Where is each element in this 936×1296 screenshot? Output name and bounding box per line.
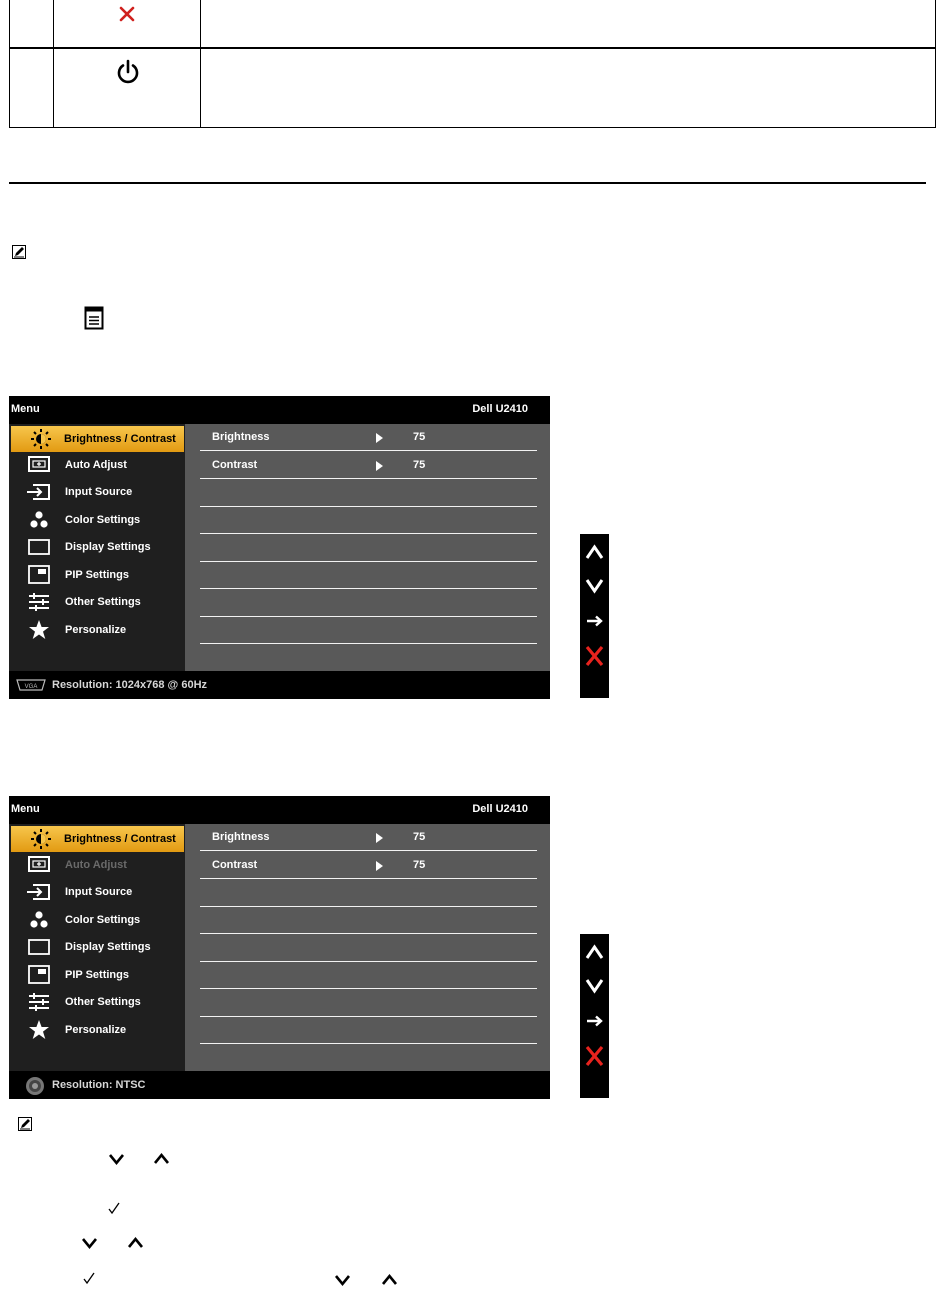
setting-label: Brightness — [212, 431, 270, 443]
setting-label: Brightness — [212, 831, 270, 843]
monitor-model: Dell U2410 — [472, 803, 528, 815]
menu-item-auto-adjust[interactable] — [9, 452, 185, 478]
video-signal-icon — [25, 1076, 45, 1096]
resolution-status: Resolution: NTSC — [52, 1079, 146, 1091]
power-icon — [115, 58, 141, 86]
menu-item-auto-adjust — [9, 852, 185, 878]
setting-row-empty — [200, 535, 537, 562]
menu-item-color-settings[interactable] — [9, 907, 185, 933]
osd-title: Menu — [11, 403, 40, 415]
menu-item-brightness-contrast[interactable] — [11, 426, 184, 452]
input-source-icon — [25, 481, 53, 503]
color-settings-icon — [25, 509, 53, 531]
menu-item-label: Brightness / Contrast — [64, 833, 176, 845]
osd-menu-vga — [9, 396, 550, 699]
setting-row-empty — [200, 1017, 537, 1044]
down-icon — [108, 1152, 125, 1166]
setting-label: Contrast — [212, 859, 258, 871]
brightness-icon — [27, 828, 55, 850]
osd-side-buttons — [580, 934, 609, 1098]
enter-icon[interactable] — [584, 1011, 605, 1031]
up-icon[interactable] — [584, 542, 605, 562]
menu-item-input-source[interactable] — [9, 479, 185, 505]
note-icon — [18, 1117, 32, 1131]
note-icon — [12, 245, 26, 259]
arrow-right-icon — [376, 461, 383, 471]
setting-value: 75 — [413, 459, 426, 471]
personalize-icon — [25, 1019, 53, 1041]
color-settings-icon — [25, 909, 53, 931]
brightness-icon — [27, 428, 55, 450]
input-source-icon — [25, 881, 53, 903]
setting-row-empty — [200, 962, 537, 989]
setting-label: Contrast — [212, 459, 258, 471]
exit-icon[interactable] — [584, 1044, 605, 1068]
menu-item-label: Personalize — [65, 1024, 127, 1036]
osd-menu-video — [9, 796, 550, 1099]
menu-item-label: Display Settings — [65, 541, 151, 553]
menu-item-label: PIP Settings — [65, 569, 129, 581]
menu-item-personalize[interactable] — [9, 617, 185, 643]
table-cell-desc-1 — [200, 0, 936, 48]
svg-text:VGA: VGA — [24, 684, 38, 690]
menu-item-brightness-contrast[interactable] — [11, 826, 184, 852]
menu-item-input-source[interactable] — [9, 879, 185, 905]
osd-settings-panel — [185, 424, 550, 671]
pip-settings-icon — [25, 964, 53, 986]
setting-row-empty — [200, 935, 537, 962]
other-settings-icon — [25, 991, 53, 1013]
arrow-right-icon — [376, 433, 383, 443]
setting-row-empty — [200, 590, 537, 617]
arrow-right-icon — [376, 861, 383, 871]
menu-item-label: Auto Adjust — [65, 859, 127, 871]
section-divider — [9, 182, 926, 184]
display-settings-icon — [25, 936, 53, 958]
osd-title: Menu — [11, 803, 40, 815]
up-icon — [153, 1152, 170, 1166]
menu-icon — [84, 306, 104, 330]
table-cell-desc-2 — [200, 48, 936, 128]
menu-item-display-settings[interactable] — [9, 934, 185, 960]
down-icon — [334, 1273, 351, 1287]
display-settings-icon — [25, 536, 53, 558]
up-icon[interactable] — [584, 942, 605, 962]
menu-item-label: Input Source — [65, 486, 133, 498]
osd-footer — [9, 1071, 550, 1099]
up-icon — [127, 1236, 144, 1250]
menu-item-label: Personalize — [65, 624, 127, 636]
other-settings-icon — [25, 591, 53, 613]
personalize-icon — [25, 619, 53, 641]
menu-item-other-settings[interactable] — [9, 589, 185, 615]
osd-settings-panel — [185, 824, 550, 1071]
menu-item-label: Brightness / Contrast — [64, 433, 176, 445]
setting-value: 75 — [413, 831, 426, 843]
osd-header — [9, 796, 550, 824]
setting-row-empty — [200, 880, 537, 907]
auto-adjust-icon — [25, 854, 53, 876]
menu-item-label: Other Settings — [65, 596, 141, 608]
setting-row-brightness[interactable] — [200, 424, 537, 451]
auto-adjust-icon — [25, 454, 53, 476]
setting-row-contrast[interactable] — [200, 452, 537, 479]
setting-value: 75 — [413, 431, 426, 443]
down-icon — [81, 1236, 98, 1250]
menu-item-label: Color Settings — [65, 914, 141, 926]
menu-item-pip-settings[interactable] — [9, 562, 185, 588]
menu-item-label: Color Settings — [65, 514, 141, 526]
check-icon — [82, 1271, 96, 1285]
down-icon[interactable] — [584, 576, 605, 596]
setting-row-empty — [200, 562, 537, 589]
setting-row-empty — [200, 480, 537, 507]
menu-item-personalize[interactable] — [9, 1017, 185, 1043]
table-cell-index-2 — [9, 48, 54, 128]
enter-icon[interactable] — [584, 611, 605, 631]
close-icon — [118, 5, 136, 23]
setting-row-empty — [200, 990, 537, 1017]
menu-item-label: Display Settings — [65, 941, 151, 953]
resolution-status: Resolution: 1024x768 @ 60Hz — [52, 679, 208, 691]
vga-connector-icon — [15, 678, 47, 692]
exit-icon[interactable] — [584, 644, 605, 668]
setting-value: 75 — [413, 859, 426, 871]
osd-side-buttons — [580, 534, 609, 698]
menu-item-pip-settings[interactable] — [9, 962, 185, 988]
down-icon[interactable] — [584, 976, 605, 996]
setting-row-empty — [200, 507, 537, 534]
osd-menu-list — [9, 824, 185, 1071]
menu-item-label: Auto Adjust — [65, 459, 127, 471]
osd-footer — [9, 671, 550, 699]
menu-item-display-settings[interactable] — [9, 534, 185, 560]
menu-item-color-settings[interactable] — [9, 507, 185, 533]
arrow-right-icon — [376, 833, 383, 843]
setting-row-empty — [200, 907, 537, 934]
osd-header — [9, 396, 550, 424]
setting-row-contrast[interactable] — [200, 852, 537, 879]
monitor-model: Dell U2410 — [472, 403, 528, 415]
table-cell-index-1 — [9, 0, 54, 48]
check-icon — [107, 1201, 121, 1215]
setting-row-empty — [200, 617, 537, 644]
menu-item-label: Input Source — [65, 886, 133, 898]
osd-menu-list — [9, 424, 185, 671]
pip-settings-icon — [25, 564, 53, 586]
menu-item-label: Other Settings — [65, 996, 141, 1008]
menu-item-label: PIP Settings — [65, 969, 129, 981]
up-icon — [381, 1273, 398, 1287]
setting-row-brightness[interactable] — [200, 824, 537, 851]
menu-item-other-settings[interactable] — [9, 989, 185, 1015]
